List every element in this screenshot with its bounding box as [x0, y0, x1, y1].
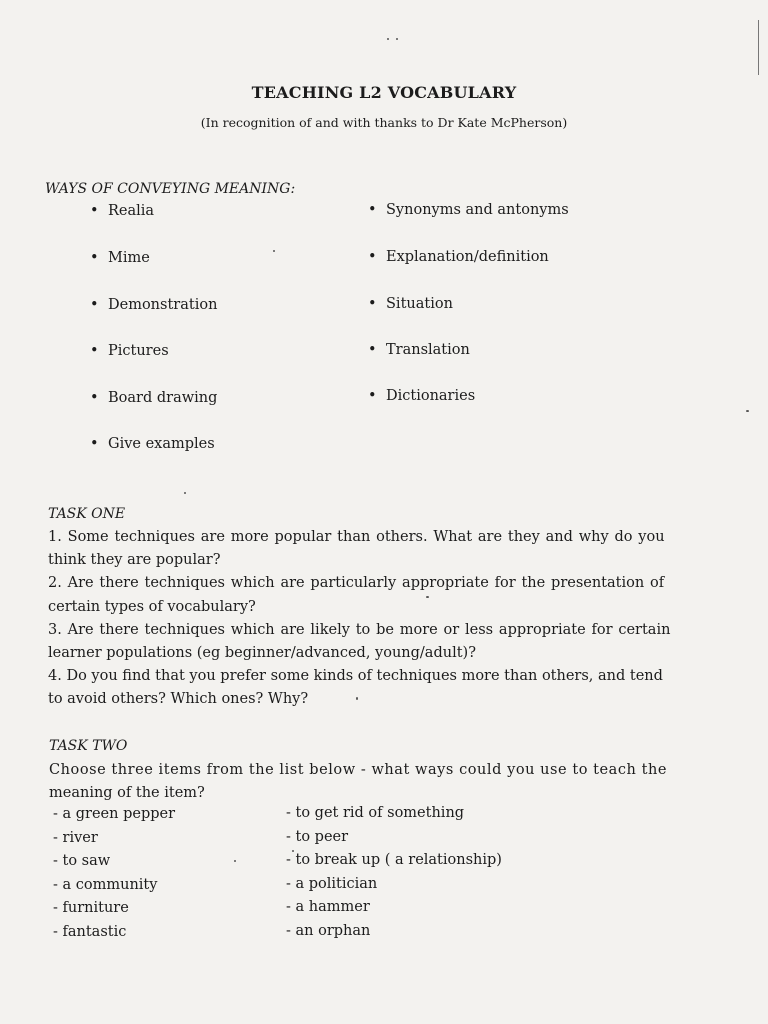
- scan-speck: [746, 410, 749, 412]
- list-item: • Dictionaries: [368, 388, 476, 404]
- bullet-icon: •: [90, 203, 99, 219]
- ways-heading: WAYS OF CONVEYING MEANING:: [45, 181, 296, 197]
- list-item: - to break up ( a relationship): [286, 852, 502, 869]
- scan-speck: [396, 38, 398, 40]
- list-item: • Translation: [368, 342, 470, 358]
- list-item: - a hammer: [286, 899, 370, 916]
- list-item: - river: [53, 829, 98, 846]
- task-two-text: [49, 759, 667, 805]
- list-item: - an orphan: [286, 922, 371, 939]
- bullet-icon: •: [90, 390, 99, 406]
- text-line: think they are popular?: [48, 552, 221, 569]
- scan-speck: [273, 250, 275, 252]
- bullet-icon: •: [368, 296, 377, 312]
- list-item: • Situation: [368, 296, 453, 312]
- list-item: - a green pepper: [53, 806, 176, 822]
- scan-speck: [426, 596, 429, 598]
- text-line: Choose three items from the list below - what ways could you use to teach the: [49, 762, 667, 778]
- task-two-heading: TASK TWO: [49, 738, 128, 754]
- list-item: • Mime: [90, 250, 150, 266]
- list-item: • Board drawing: [90, 390, 218, 406]
- bullet-icon: •: [90, 250, 99, 266]
- list-item: - to saw: [53, 853, 111, 870]
- list-item: • Pictures: [90, 343, 169, 359]
- task-one-heading: TASK ONE: [48, 506, 126, 522]
- scan-speck: [234, 860, 236, 862]
- scan-edge-mark: [758, 20, 759, 75]
- bullet-icon: •: [90, 343, 99, 359]
- scan-speck: [292, 850, 294, 852]
- page-subtitle: (In recognition of and with thanks to Dr Kate McPherson): [200, 115, 568, 130]
- text-line: 2. Are there techniques which are particularly appropriate for the presentation of: [48, 575, 665, 592]
- list-item: - to peer: [286, 828, 349, 845]
- text-line: 1. Some techniques are more popular than others. What are they and why do you: [48, 529, 665, 545]
- bullet-icon: •: [368, 202, 377, 218]
- bullet-icon: •: [368, 388, 377, 404]
- list-item: • Realia: [90, 203, 155, 219]
- text-line: meaning of the item?: [49, 785, 205, 802]
- bullet-icon: •: [368, 342, 377, 358]
- list-item: • Demonstration: [90, 297, 218, 313]
- list-item: • Synonyms and antonyms: [368, 202, 569, 218]
- list-item: - fantastic: [53, 923, 127, 940]
- scan-speck: [387, 38, 389, 40]
- text-line: 3. Are there techniques which are likely to be more or less appropriate for certain: [48, 621, 671, 638]
- list-item: - a community: [53, 876, 158, 893]
- list-item: • Give examples: [90, 436, 215, 452]
- list-item: • Explanation/definition: [368, 249, 549, 265]
- text-line: learner populations (eg beginner/advanced, young/adult)?: [48, 645, 476, 662]
- scan-speck: [184, 492, 186, 494]
- bullet-icon: •: [368, 249, 377, 265]
- vocab-list-right: [286, 805, 502, 947]
- list-item: - a politician: [286, 875, 378, 892]
- task-one-text: [48, 526, 670, 712]
- list-item: - furniture: [53, 900, 129, 917]
- vocab-list-left: [53, 806, 175, 948]
- text-line: 4. Do you find that you prefer some kinds of techniques more than others, and tend: [48, 668, 663, 685]
- bullet-icon: •: [90, 297, 99, 313]
- list-item: - to get rid of something: [286, 805, 465, 821]
- text-line: to avoid others? Which ones? Why?: [48, 691, 309, 708]
- page-title: TEACHING L2 VOCABULARY: [251, 83, 517, 102]
- bullet-icon: •: [90, 436, 99, 452]
- scan-speck: [356, 697, 358, 700]
- text-line: certain types of vocabulary?: [48, 598, 256, 615]
